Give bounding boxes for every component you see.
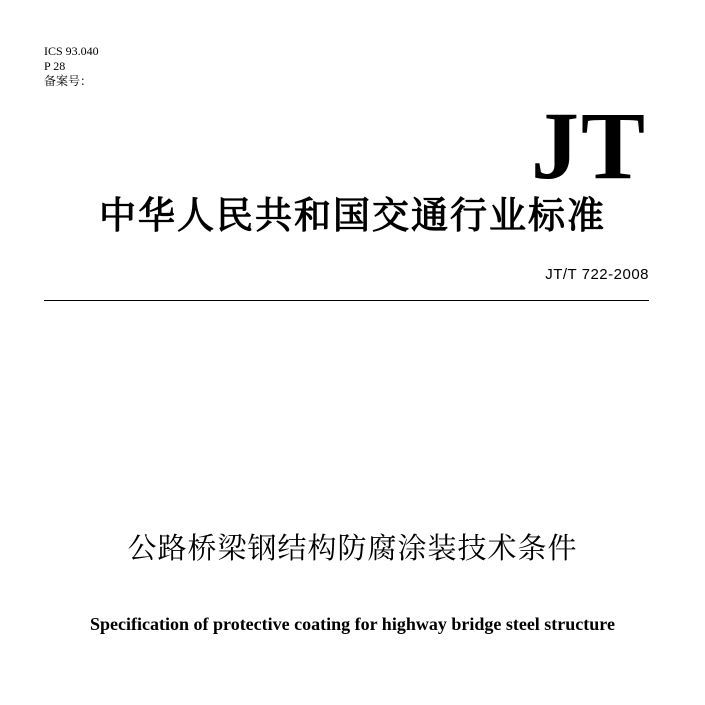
classification-block: [44, 44, 99, 89]
standard-code: JT/T 722-2008: [545, 266, 649, 283]
document-title-english: Specification of protective coating for highway bridge steel structure: [90, 614, 615, 634]
standard-category-title: 中华人民共和国交通行业标准: [99, 194, 606, 237]
standard-logo: JT: [530, 92, 647, 199]
class-code: P 28: [44, 59, 66, 73]
ics-number: ICS 93.040: [44, 44, 99, 58]
header-divider: [44, 300, 649, 301]
record-number-label: 备案号：: [44, 74, 93, 88]
document-title-chinese: 公路桥梁钢结构防腐涂装技术条件: [127, 531, 578, 565]
